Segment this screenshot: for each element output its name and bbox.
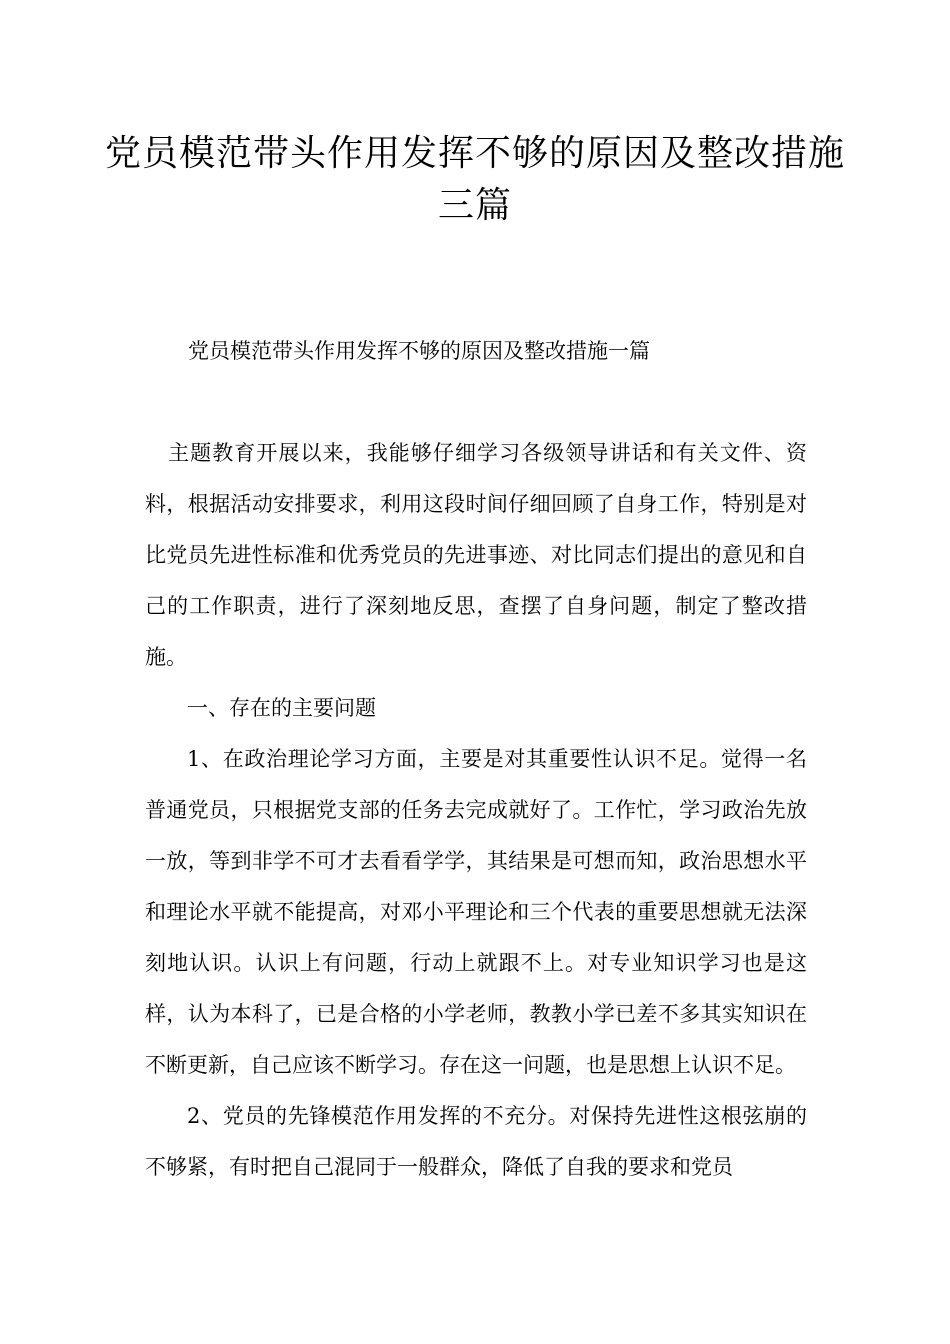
- paragraph-item-1: 1、在政治理论学习方面，主要是对其重要性认识不足。觉得一名普通党员，只根据党支部的任务去完成就好了。工作忙，学习政治先放一放，等到非学不可才去看看学学，其结果是可想而知，政治思想水平和理论水平就不能提高，对邓小平理论和三个代表的重要思想就无法深刻地认识。认识上有问题，行动上就跟不上。对专业知识学习也是这样，认为本科了，已是合格的小学老师，教教小学已差不多其实知识在不断更新，自己应该不断学习。存在这一问题，也是思想上认识不足。: [145, 747, 807, 1077]
- section-subtitle: 党员模范带头作用发挥不够的原因及整改措施一篇: [188, 339, 650, 363]
- paragraph-item-2: 2、党员的先锋模范作用发挥的不充分。对保持先进性这根弦崩的不够紧，有时把自己混同于一般群众，降低了自我的要求和党员: [145, 1104, 807, 1179]
- section-heading: 一、存在的主要问题: [187, 696, 376, 720]
- document-title: 党员模范带头作用发挥不够的原因及整改措施三篇: [104, 133, 845, 226]
- paragraph-intro: 主题教育开展以来，我能够仔细学习各级领导讲话和有关文件、资料，根据活动安排要求，利用这段时间仔细回顾了自身工作，特别是对比党员先进性标准和优秀党员的先进事迹、对比同志们提出的意见和自己的工作职责，进行了深刻地反思，查摆了自身问题，制定了整改措施。: [145, 441, 807, 669]
- document-body: [145, 428, 807, 1193]
